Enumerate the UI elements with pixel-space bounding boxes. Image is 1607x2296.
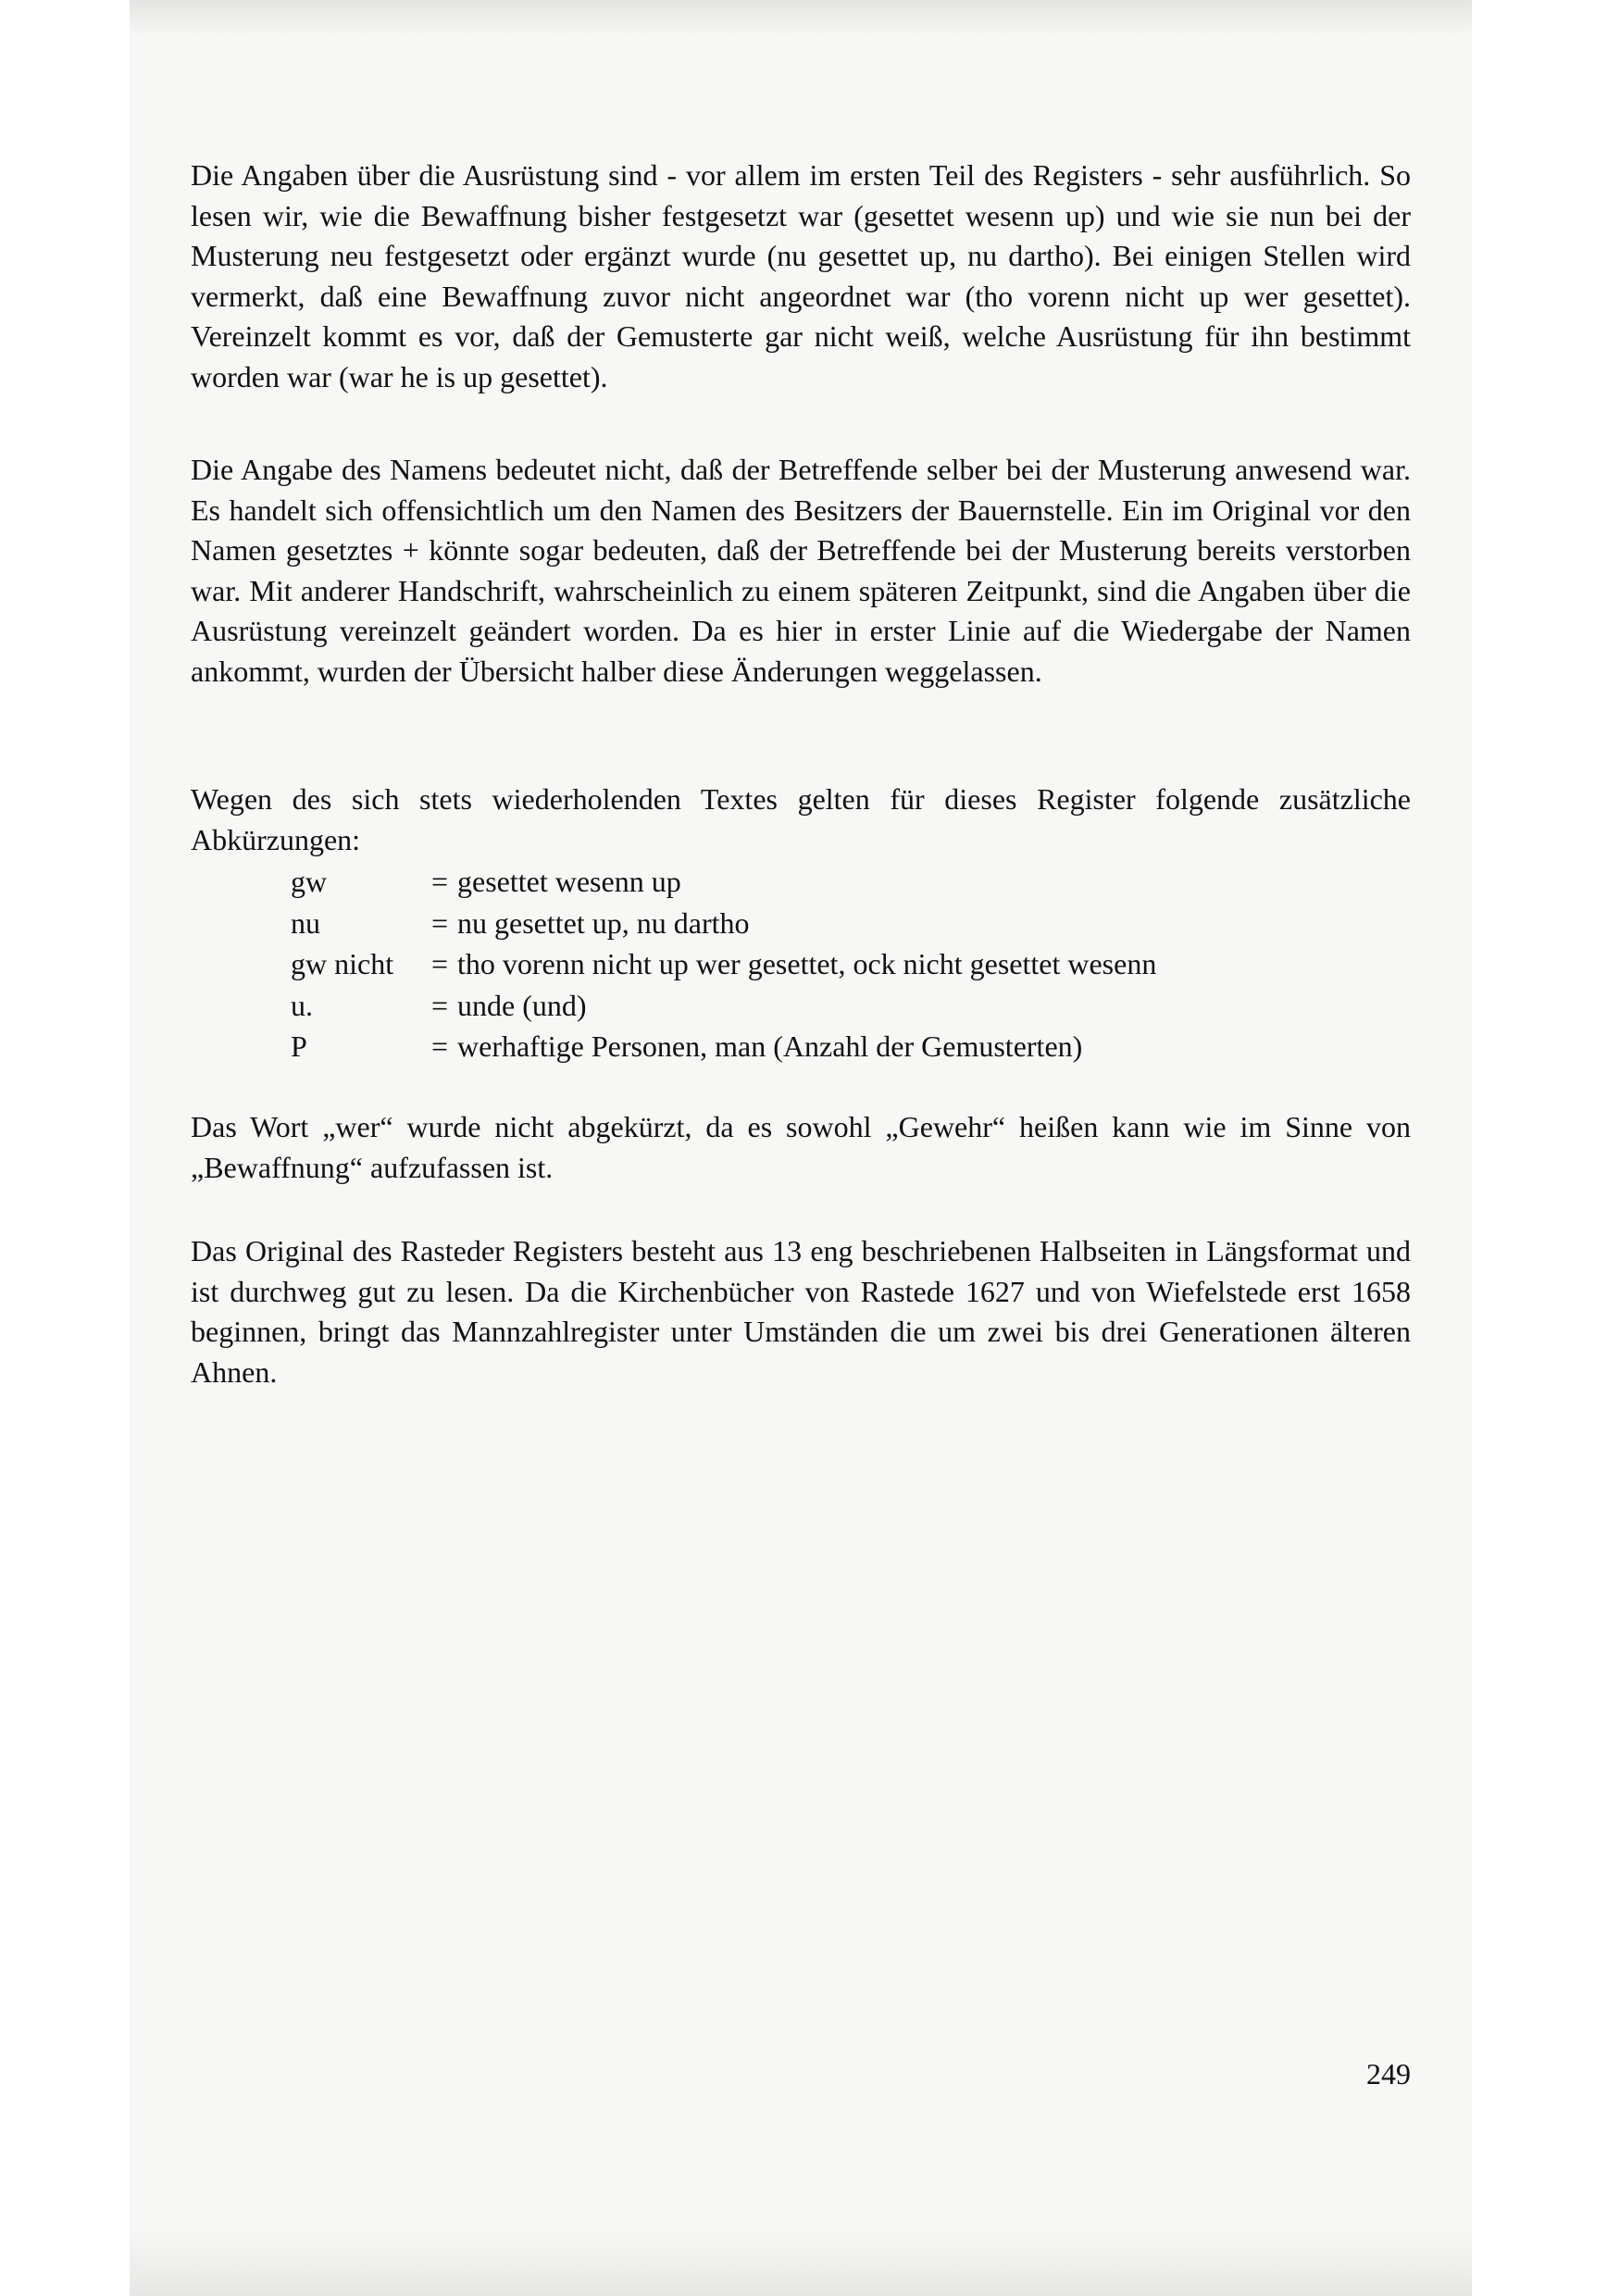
abbreviation-meaning: nu gesettet up, nu dartho: [457, 905, 750, 940]
paragraph-text: Die Angabe des Namens bedeutet nicht, daß der Betreffende selber bei der Musterung anwesend war. Es handelt sich offensichtlich um den Namen des Besitzers der Bauernstelle. Ein im Original vor den Namen gesetztes + könnte sogar bedeuten, daß der Betreffende bei der Musterung bereits verstorben war. Mit anderer Handschrift, wahrscheinlich zu einem späteren Zeitpunkt, sind die Angaben über die Ausrüstung vereinzelt geändert worden. Da es hier in erster Linie auf die Wiedergabe der Namen ankommt, wurden der Übersicht halber diese Änderungen weggelassen.: [191, 453, 1411, 688]
abbreviation-key: nu: [291, 905, 320, 940]
paragraph-wort-wer: [191, 1107, 1411, 1188]
equals-sign: =: [431, 865, 449, 898]
abbreviation-row: [291, 903, 1401, 944]
paragraph-text: Wegen des sich stets wiederholenden Textes gelten für dieses Register folgende zusätzliche Abkürzungen:: [191, 782, 1411, 856]
abbreviation-key: gw: [291, 865, 328, 898]
paragraph-original: [191, 1231, 1411, 1392]
equals-sign: =: [431, 905, 449, 940]
abbreviation-meaning: tho vorenn nicht up wer gesettet, ock nicht gesettet wesenn: [457, 947, 1157, 980]
equals-sign: =: [431, 1029, 449, 1063]
paragraph-abkuerzungen-intro: [191, 780, 1411, 860]
paragraph-namen: [191, 450, 1411, 692]
paragraph-text: Das Original des Rasteder Registers besteht aus 13 eng beschriebenen Halbseiten in Längsformat und ist durchweg gut zu lesen. Da die Kirchenbücher von Rastede 1627 und von Wiefelstede erst 1658 beginnen, bringt das Mannzahlregister unter Umständen die um zwei bis drei Generationen älteren Ahnen.: [191, 1234, 1411, 1389]
abbreviation-row: [291, 943, 1401, 985]
abbreviation-list: [291, 861, 1401, 1067]
abbreviation-meaning: werhaftige Personen, man (Anzahl der Gemusterten): [457, 1029, 1083, 1063]
abbreviation-key: gw nicht: [291, 947, 394, 980]
abbreviation-row: [291, 1026, 1401, 1067]
abbreviation-row: [291, 985, 1401, 1027]
equals-sign: =: [431, 988, 449, 1022]
abbreviation-key: P: [291, 1029, 307, 1063]
page-number: 249: [1366, 2057, 1411, 2090]
abbreviation-meaning: unde (und): [457, 988, 587, 1022]
equals-sign: =: [431, 947, 449, 980]
abbreviation-row: [291, 861, 1401, 903]
abbreviation-key: u.: [291, 988, 313, 1022]
abbreviation-meaning: gesettet wesenn up: [457, 865, 681, 898]
paragraph-ausruestung: [191, 156, 1411, 397]
paragraph-text: Das Wort „wer“ wurde nicht abgekürzt, da es sowohl „Gewehr“ heißen kann wie im Sinne von „Bewaffnung“ aufzufassen ist.: [191, 1110, 1411, 1184]
paragraph-text: Die Angaben über die Ausrüstung sind - vor allem im ersten Teil des Registers - sehr ausführlich. So lesen wir, wie die Bewaffnung bisher festgesetzt war (gesettet wesenn up) und wie sie nun bei der Musterung neu festgesetzt oder ergänzt wurde (nu gesettet up, nu dartho). Bei einigen Stellen wird vermerkt, daß eine Bewaffnung zuvor nicht angeordnet war (tho vorenn nicht up wer gesettet). Vereinzelt kommt es vor, daß der Gemusterte gar nicht weiß, welche Ausrüstung für ihn bestimmt worden war (war he is up gesettet).: [191, 158, 1411, 393]
